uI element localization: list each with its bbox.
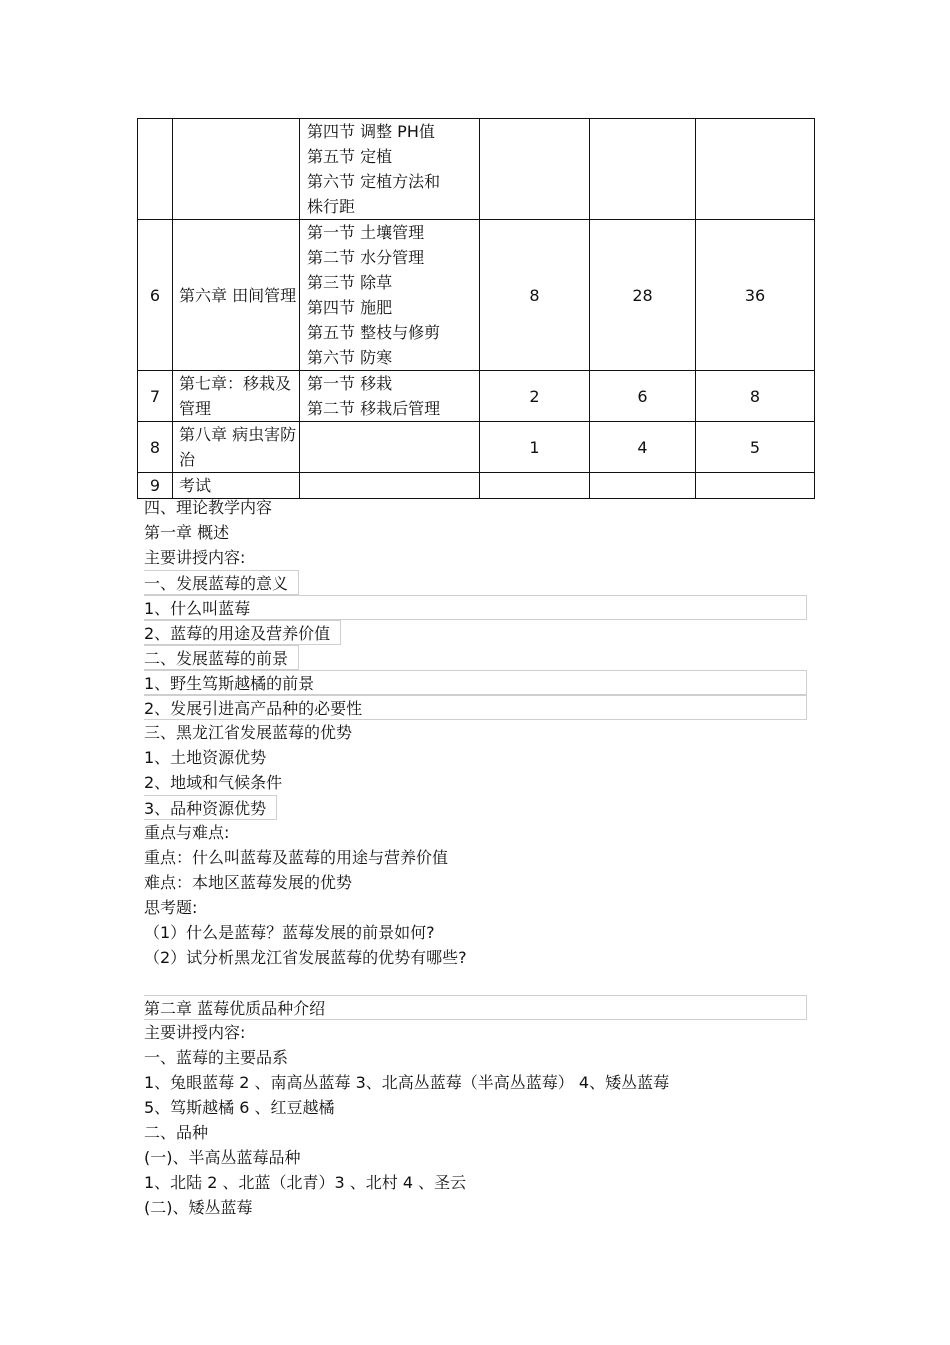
hours-cell xyxy=(696,119,815,220)
content-item: 一、蓝莓的主要品系 xyxy=(144,1048,289,1067)
main-content-label: 主要讲授内容: xyxy=(144,548,246,567)
chapter-title: 第二章 蓝莓优质品种介绍 xyxy=(144,995,807,1020)
content-item: (一)、半高丛蓝莓品种 xyxy=(144,1148,301,1167)
section-item: 第二节 移栽后管理 xyxy=(307,399,441,418)
chapter-title: 第一章 概述 xyxy=(144,523,230,542)
row-number-cell: 9 xyxy=(138,473,173,499)
question: （1）什么是蓝莓？蓝莓发展的前景如何? xyxy=(144,923,435,942)
section-item: 第一节 土壤管理 xyxy=(307,223,425,242)
chapter-cell xyxy=(173,119,300,220)
chapter-cell: 第六章 田间管理 xyxy=(173,220,300,371)
hours-cell: 28 xyxy=(590,220,696,371)
content-item: 5、笃斯越橘 6 、红豆越橘 xyxy=(144,1098,335,1117)
content-item: 1、北陆 2 、北蓝（北青）3 、北村 4 、圣云 xyxy=(144,1173,467,1192)
hours-cell: 8 xyxy=(480,220,590,371)
chapter-cell: 第七章：移栽及管理 xyxy=(173,371,300,422)
hours-cell xyxy=(480,119,590,220)
hours-cell xyxy=(590,119,696,220)
sections-cell xyxy=(300,371,480,422)
questions-label: 思考题: xyxy=(144,898,198,917)
table-row xyxy=(138,422,815,473)
sections-cell xyxy=(300,422,480,473)
hours-cell: 4 xyxy=(590,422,696,473)
section-item: 株行距 xyxy=(307,197,356,216)
key-points-label: 重点与难点: xyxy=(144,823,230,842)
hours-cell: 36 xyxy=(696,220,815,371)
content-item: 2、蓝莓的用途及营养价值 xyxy=(144,620,341,645)
content-item: 二、品种 xyxy=(144,1123,209,1142)
section-item: 第四节 调整 PH值 xyxy=(307,122,435,141)
hours-cell: 8 xyxy=(696,371,815,422)
difficult-point: 难点：本地区蓝莓发展的优势 xyxy=(144,873,353,892)
row-number-cell: 7 xyxy=(138,371,173,422)
section-item: 第六节 定植方法和 xyxy=(307,172,441,191)
question: （2）试分析黑龙江省发展蓝莓的优势有哪些? xyxy=(144,948,467,967)
key-point: 重点：什么叫蓝莓及蓝莓的用途与营养价值 xyxy=(144,848,449,867)
sections-cell xyxy=(300,220,480,371)
content-item: 二、发展蓝莓的前景 xyxy=(144,645,299,670)
content-item: (二)、矮丛蓝莓 xyxy=(144,1198,253,1217)
content-item: 1、野生笃斯越橘的前景 xyxy=(144,670,807,695)
section-item: 第四节 施肥 xyxy=(307,298,393,317)
content-item: 2、地域和气候条件 xyxy=(144,773,283,792)
content-item: 1、什么叫蓝莓 xyxy=(144,595,807,620)
section-item: 第三节 除草 xyxy=(307,273,393,292)
section-item: 第一节 移栽 xyxy=(307,374,393,393)
section-heading: 四、理论教学内容 xyxy=(144,498,273,517)
row-number-cell: 6 xyxy=(138,220,173,371)
main-content-label: 主要讲授内容: xyxy=(144,1023,246,1042)
course-schedule-table xyxy=(137,118,815,499)
content-item: 三、黑龙江省发展蓝莓的优势 xyxy=(144,723,353,742)
content-item: 1、土地资源优势 xyxy=(144,748,267,767)
section-item: 第五节 定植 xyxy=(307,147,393,166)
content-item: 1、兔眼蓝莓 2 、南高丛蓝莓 3、北高丛蓝莓（半高丛蓝莓） 4、矮丛蓝莓 xyxy=(144,1073,670,1092)
section-item: 第二节 水分管理 xyxy=(307,248,425,267)
row-number-cell xyxy=(138,119,173,220)
table-row xyxy=(138,371,815,422)
theory-content xyxy=(144,495,814,1220)
content-item: 3、品种资源优势 xyxy=(144,795,277,820)
sections-cell xyxy=(300,119,480,220)
hours-cell: 1 xyxy=(480,422,590,473)
content-item: 2、发展引进高产品种的必要性 xyxy=(144,695,807,720)
hours-cell: 5 xyxy=(696,422,815,473)
chapter-cell: 考试 xyxy=(173,473,300,499)
row-number-cell: 8 xyxy=(138,422,173,473)
chapter-cell: 第八章 病虫害防治 xyxy=(173,422,300,473)
section-item: 第六节 防寒 xyxy=(307,348,393,367)
table-row xyxy=(138,119,815,220)
hours-cell: 6 xyxy=(590,371,696,422)
content-item: 一、发展蓝莓的意义 xyxy=(144,570,299,595)
table-row xyxy=(138,220,815,371)
section-item: 第五节 整枝与修剪 xyxy=(307,323,441,342)
hours-cell: 2 xyxy=(480,371,590,422)
